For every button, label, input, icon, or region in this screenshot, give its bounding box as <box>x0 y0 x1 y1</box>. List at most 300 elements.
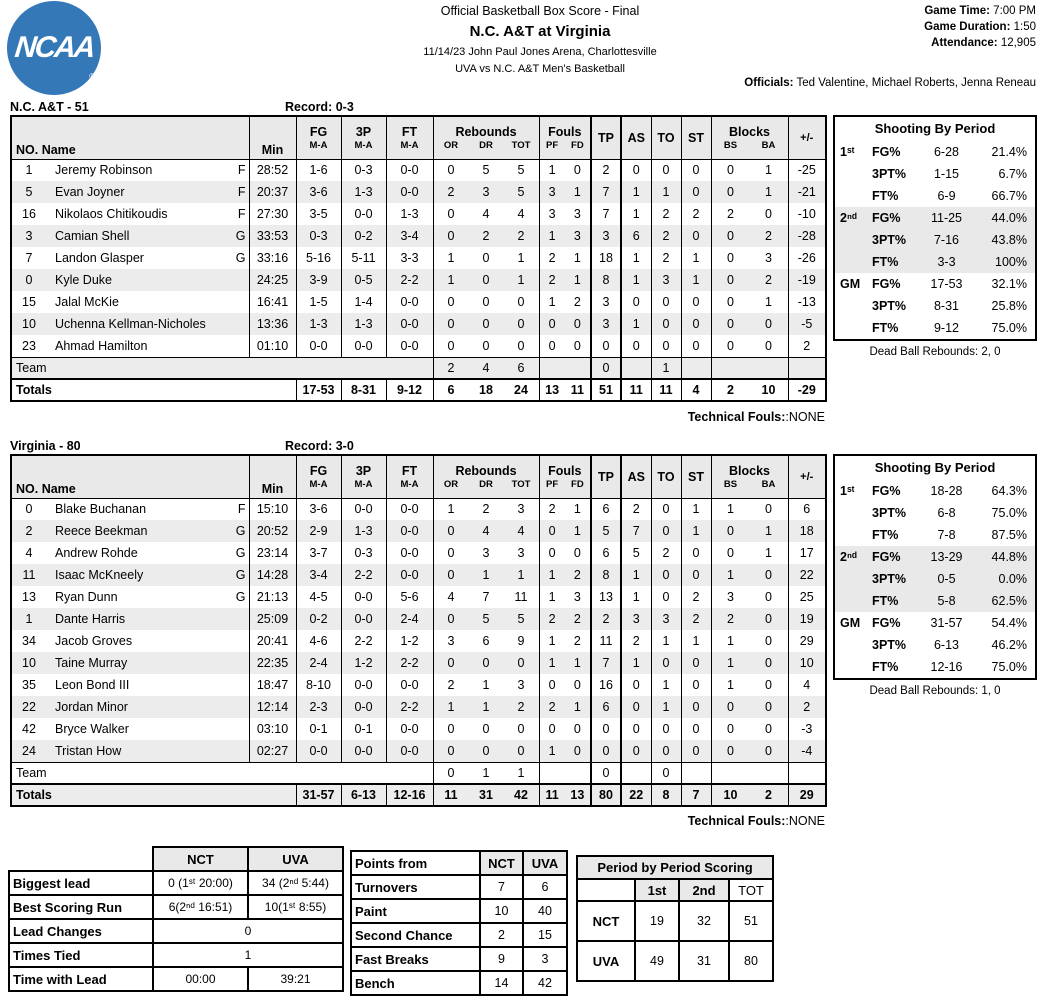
stat-value: 1 <box>517 765 525 780</box>
stat-value: 1 <box>548 295 556 309</box>
period-label <box>840 524 872 546</box>
team-label: Team <box>11 762 433 784</box>
player-number: 10 <box>22 656 36 670</box>
stat-value: 0 <box>573 678 581 692</box>
venue-line: 11/14/23 John Paul Jones Arena, Charlottesville <box>423 46 657 58</box>
shooting-row <box>835 163 1035 185</box>
player-row <box>11 269 826 291</box>
steals-cell: 0 <box>681 740 711 762</box>
assists-cell: 1 <box>621 652 651 674</box>
fouls-cell <box>539 313 591 335</box>
min-cell: 27:30 <box>249 203 296 225</box>
player-row <box>11 225 826 247</box>
made-attempted: 7-8 <box>937 528 956 542</box>
stat-value: 0 <box>517 317 525 331</box>
tp-cell: 3 <box>591 313 621 335</box>
stat-value: 0 <box>727 722 734 736</box>
rebounds-cell <box>433 740 539 762</box>
stat-value: 0 <box>447 546 455 560</box>
stat-value: 2 <box>548 251 556 265</box>
plusminus-cell <box>788 762 826 784</box>
stat-value: 0 <box>447 207 455 221</box>
stat-value: 0 <box>548 722 556 736</box>
fouls-cell <box>539 291 591 313</box>
fg-cell: 1-5 <box>296 291 341 313</box>
stat-value: 1 <box>447 273 455 287</box>
stat-value: 13 <box>570 788 585 802</box>
fg-cell: 3-6 <box>296 498 341 520</box>
player-name: Jeremy Robinson <box>55 163 153 178</box>
player-position: G <box>235 524 246 538</box>
player-name-cell <box>11 586 249 608</box>
player-row <box>11 652 826 674</box>
percentage: 75.0% <box>991 321 1027 335</box>
fouls-cell <box>539 498 591 520</box>
team-title: Virginia - 80 <box>10 439 81 453</box>
stat-value: 0 <box>482 338 490 353</box>
plusminus-cell: 2 <box>788 696 826 718</box>
steals-cell: 7 <box>681 784 711 806</box>
shooting-row <box>835 590 1035 612</box>
min-cell: 33:16 <box>249 247 296 269</box>
technical-fouls-value: :NONE <box>785 410 825 424</box>
player-row <box>11 498 826 520</box>
threep-cell: 1-3 <box>341 181 386 203</box>
assists-cell: 1 <box>621 564 651 586</box>
stat-label: FT% <box>872 255 899 269</box>
player-row <box>11 718 826 740</box>
period-label <box>840 185 872 207</box>
player-name-cell <box>11 225 249 247</box>
stat-label: FG% <box>872 550 901 564</box>
player-number: 34 <box>22 634 36 648</box>
ft-cell: 0-0 <box>386 335 433 357</box>
stat-value: 0 <box>482 251 490 265</box>
stat-value: 0 <box>727 229 734 243</box>
fg-cell: 1-3 <box>296 313 341 335</box>
summary-row <box>9 895 343 919</box>
rebounds-cell <box>433 630 539 652</box>
fg-cell: 31-57 <box>296 784 341 806</box>
stat-value: 2 <box>573 568 581 582</box>
threep-cell: 0-0 <box>341 696 386 718</box>
player-name-cell <box>11 696 249 718</box>
stat-value: 9 <box>517 634 525 648</box>
stat-value: 3 <box>573 229 581 243</box>
stat-value: 2 <box>765 788 772 802</box>
rebounds-cell <box>433 357 539 379</box>
turnovers-cell: 0 <box>651 718 681 740</box>
percentage: 75.0% <box>991 660 1027 674</box>
fouls-cell <box>539 762 591 784</box>
points-nct: 7 <box>480 875 523 899</box>
min-cell: 28:52 <box>249 159 296 181</box>
stat-value: 6 <box>482 634 490 648</box>
threep-cell: 0-0 <box>341 586 386 608</box>
fg-cell: 8-10 <box>296 674 341 696</box>
player-name: Tristan How <box>55 743 122 758</box>
tp-cell: 6 <box>591 542 621 564</box>
col-st: ST <box>681 116 711 159</box>
assists-cell: 0 <box>621 740 651 762</box>
stat-value: 0 <box>727 185 734 199</box>
stat-value: 1 <box>573 251 581 265</box>
fouls-cell <box>539 203 591 225</box>
col-dr: DR <box>479 479 493 490</box>
summary-row <box>9 943 343 967</box>
min-cell: 16:41 <box>249 291 296 313</box>
stat-value: 1 <box>727 502 734 517</box>
stat-value: 1 <box>447 700 455 714</box>
stat-value: 24 <box>514 383 528 397</box>
stat-value: 0 <box>727 546 734 560</box>
assists-cell: 22 <box>621 784 651 806</box>
stat-value: 0 <box>482 722 490 736</box>
stat-value: 5 <box>482 163 490 178</box>
stat-value: 1 <box>517 251 525 265</box>
period-2nd: 32 <box>679 901 729 941</box>
stat-value: 5 <box>517 612 525 626</box>
assists-cell: 1 <box>621 203 651 225</box>
tp-cell: 2 <box>591 608 621 630</box>
player-number: 2 <box>25 524 33 538</box>
col-reb-sub <box>433 479 539 498</box>
period-label <box>840 163 872 185</box>
stat-value: 0 <box>765 634 772 648</box>
plusminus-cell: -29 <box>788 379 826 401</box>
blocks-cell <box>711 498 788 520</box>
totals-row <box>11 784 826 806</box>
player-name: Jacob Groves <box>55 634 133 648</box>
summary-label: Time with Lead <box>9 967 153 991</box>
stat-value: 2 <box>548 502 556 517</box>
col-min: Min <box>249 455 296 498</box>
player-name-cell <box>11 159 249 181</box>
player-name-cell <box>11 542 249 564</box>
report-title: Official Basketball Box Score - Final <box>440 4 640 18</box>
player-name: Dante Harris <box>55 612 126 626</box>
period-label: 1ˢᵗ <box>840 145 855 159</box>
stat-value: 11 <box>545 788 559 802</box>
table-body <box>11 159 826 401</box>
stat-value: 0 <box>573 546 581 560</box>
min-cell: 12:14 <box>249 696 296 718</box>
made-attempted: 3-3 <box>937 255 956 269</box>
stat-value: 0 <box>517 338 525 353</box>
stat-value: 3 <box>548 185 556 199</box>
officials-line <box>744 77 1036 89</box>
stat-value: 13 <box>545 383 560 397</box>
tp-cell: 18 <box>591 247 621 269</box>
stat-value: 1 <box>765 524 772 538</box>
game-time-line <box>924 3 1036 19</box>
shooting-row <box>835 141 1035 163</box>
player-name-cell <box>11 740 249 762</box>
player-name: Andrew Rohde <box>55 546 138 560</box>
fouls-cell <box>539 379 591 401</box>
technical-fouls-uva <box>425 814 825 828</box>
shooting-row <box>835 295 1035 317</box>
made-attempted: 5-8 <box>937 594 956 608</box>
player-name-cell <box>11 564 249 586</box>
stat-label: 3PT% <box>872 506 907 520</box>
rebounds-cell <box>433 674 539 696</box>
player-row <box>11 696 826 718</box>
steals-cell: 0 <box>681 291 711 313</box>
stat-value: 31 <box>479 788 493 802</box>
stat-value: 0 <box>573 722 581 736</box>
percentage: 44.0% <box>991 211 1027 225</box>
fg-cell: 4-5 <box>296 586 341 608</box>
team-heading-nct <box>10 100 825 115</box>
stat-value: 2 <box>573 295 581 309</box>
attendance-line <box>924 35 1036 51</box>
stat-value: 2 <box>765 273 772 287</box>
summary-label: Biggest lead <box>9 871 153 895</box>
shooting-by-period-uva <box>833 454 1037 680</box>
blocks-cell <box>711 291 788 313</box>
ft-cell: 12-16 <box>386 784 433 806</box>
stat-value: 5 <box>517 163 525 178</box>
stat-value: 1 <box>765 163 772 178</box>
shooting-row <box>835 634 1035 656</box>
stat-value: 0 <box>548 317 556 331</box>
blocks-cell <box>711 674 788 696</box>
team-row <box>11 357 826 379</box>
threep-cell: 2-2 <box>341 630 386 652</box>
table-header-row <box>577 879 773 901</box>
shooting-row <box>835 317 1035 339</box>
fouls-cell <box>539 740 591 762</box>
points-from-label: Points from <box>351 851 480 875</box>
points-nct: 14 <box>480 971 523 995</box>
rebounds-cell <box>433 225 539 247</box>
rebounds-cell <box>433 564 539 586</box>
player-number: 35 <box>22 678 36 692</box>
assists-cell: 1 <box>621 247 651 269</box>
player-row <box>11 608 826 630</box>
min-cell: 24:25 <box>249 269 296 291</box>
stat-value: 2 <box>765 229 772 243</box>
tp-cell: 16 <box>591 674 621 696</box>
stat-value: 0 <box>447 743 455 758</box>
box-score-table-uva <box>10 454 827 807</box>
player-number: 0 <box>25 502 33 517</box>
turnovers-cell: 0 <box>651 159 681 181</box>
blocks-cell <box>711 225 788 247</box>
matchup-subtitle: UVA vs N.C. A&T Men's Basketball <box>455 63 625 75</box>
fouls-cell <box>539 542 591 564</box>
period-label <box>840 590 872 612</box>
fouls-cell <box>539 357 591 379</box>
percentage: 43.8% <box>991 233 1027 247</box>
player-name: Bryce Walker <box>55 722 129 736</box>
rebounds-cell <box>433 718 539 740</box>
tp-cell: 0 <box>591 762 621 784</box>
turnovers-cell: 0 <box>651 520 681 542</box>
period-label <box>840 502 872 524</box>
blocks-cell <box>711 542 788 564</box>
percentage: 6.7% <box>998 167 1027 181</box>
ft-cell: 3-3 <box>386 247 433 269</box>
shooting-row <box>835 656 1035 678</box>
player-name-cell <box>11 247 249 269</box>
threep-cell: 0-1 <box>341 718 386 740</box>
rebounds-cell <box>433 696 539 718</box>
rebounds-cell <box>433 542 539 564</box>
shooting-title: Shooting By Period <box>874 460 996 475</box>
percentage: 0.0% <box>998 572 1027 586</box>
tp-cell: 80 <box>591 784 621 806</box>
stat-value: 0 <box>765 722 772 736</box>
tp-cell: 11 <box>591 630 621 652</box>
blocks-cell <box>711 203 788 225</box>
col-fg: FG <box>296 455 341 479</box>
steals-cell: 1 <box>681 520 711 542</box>
fg-cell: 2-3 <box>296 696 341 718</box>
threep-cell: 0-0 <box>341 203 386 225</box>
threep-cell: 1-3 <box>341 313 386 335</box>
player-number: 1 <box>25 163 33 178</box>
points-row <box>351 899 567 923</box>
game-duration-line <box>924 19 1036 35</box>
ncaa-logo-text: NCAA <box>12 31 96 64</box>
col-fd: FD <box>571 479 584 490</box>
turnovers-cell: 1 <box>651 357 681 379</box>
player-name: Nikolaos Chitikoudis <box>55 207 168 221</box>
player-name-cell <box>11 608 249 630</box>
stat-value: 1 <box>517 568 525 582</box>
blocks-cell <box>711 608 788 630</box>
threep-cell: 0-5 <box>341 269 386 291</box>
turnovers-cell: 1 <box>651 630 681 652</box>
stat-value: 0 <box>482 273 490 287</box>
player-name-cell <box>11 291 249 313</box>
stat-value: 1 <box>548 590 556 604</box>
player-row <box>11 520 826 542</box>
player-number: 11 <box>22 568 36 582</box>
player-number: 22 <box>22 700 36 714</box>
turnovers-cell: 1 <box>651 181 681 203</box>
technical-fouls-label: Technical Fouls: <box>687 814 786 828</box>
plusminus-cell: -4 <box>788 740 826 762</box>
player-position: G <box>235 546 246 560</box>
player-number: 13 <box>22 590 36 604</box>
plusminus-cell: -5 <box>788 313 826 335</box>
player-name-cell <box>11 313 249 335</box>
player-position: F <box>237 207 246 221</box>
stat-value: 0 <box>765 700 772 714</box>
stat-label: FG% <box>872 211 901 225</box>
assists-cell: 0 <box>621 335 651 357</box>
percentage: 100% <box>995 255 1027 269</box>
player-row <box>11 203 826 225</box>
stat-value: 7 <box>482 590 490 604</box>
stat-value: 4 <box>517 207 525 221</box>
made-attempted: 0-5 <box>937 572 956 586</box>
points-label: Paint <box>351 899 480 923</box>
stat-value: 0 <box>482 743 490 758</box>
fouls-cell <box>539 696 591 718</box>
stat-value: 10 <box>761 383 776 397</box>
stat-value: 2 <box>727 207 734 221</box>
fg-cell: 3-6 <box>296 181 341 203</box>
stat-value: 0 <box>447 295 455 309</box>
officials-label: Officials: <box>744 77 794 89</box>
col-ba: BA <box>761 140 776 151</box>
stat-value: 3 <box>482 185 490 199</box>
stat-value: 0 <box>447 317 455 331</box>
col-as: AS <box>621 455 651 498</box>
turnovers-cell: 11 <box>651 379 681 401</box>
player-number: 7 <box>25 251 33 265</box>
stat-value: 4 <box>517 524 525 538</box>
rebounds-cell <box>433 379 539 401</box>
stat-value: 1 <box>573 185 581 199</box>
stat-value: 0 <box>517 656 525 670</box>
made-attempted: 1-15 <box>933 167 960 181</box>
min-cell: 33:53 <box>249 225 296 247</box>
turnovers-cell: 3 <box>651 269 681 291</box>
tp-cell: 8 <box>591 564 621 586</box>
stat-value: 2 <box>517 229 525 243</box>
stat-value: 0 <box>447 612 455 626</box>
player-row <box>11 247 826 269</box>
table-header <box>11 116 826 159</box>
col-3p: 3P <box>341 116 386 140</box>
assists-cell <box>621 357 651 379</box>
period-label: GM <box>840 616 861 630</box>
col-blocks-sub <box>711 479 788 498</box>
col-as: AS <box>621 116 651 159</box>
technical-fouls-value: :NONE <box>785 814 825 828</box>
percentage: 21.4% <box>991 145 1027 159</box>
steals-cell: 0 <box>681 674 711 696</box>
points-uva: 40 <box>523 899 567 923</box>
stat-value: 0 <box>573 338 581 353</box>
steals-cell: 0 <box>681 225 711 247</box>
stat-value: 11 <box>514 590 528 604</box>
player-number: 3 <box>25 229 33 243</box>
fg-cell: 3-7 <box>296 542 341 564</box>
stat-value: 0 <box>482 295 490 309</box>
points-uva: 42 <box>523 971 567 995</box>
stat-value: 0 <box>727 295 734 309</box>
steals-cell: 0 <box>681 181 711 203</box>
stat-value: 1 <box>727 656 734 670</box>
shooting-row <box>835 229 1035 251</box>
game-duration-value: 1:50 <box>1013 21 1036 33</box>
assists-cell: 6 <box>621 225 651 247</box>
steals-cell: 2 <box>681 608 711 630</box>
ft-cell: 0-0 <box>386 181 433 203</box>
stat-value: 0 <box>727 338 734 353</box>
threep-cell: 1-3 <box>341 520 386 542</box>
ft-cell: 0-0 <box>386 564 433 586</box>
fg-cell: 2-4 <box>296 652 341 674</box>
turnovers-cell: 2 <box>651 225 681 247</box>
blocks-cell <box>711 652 788 674</box>
col-blocks-sub <box>711 140 788 159</box>
fouls-cell <box>539 335 591 357</box>
ft-cell: 0-0 <box>386 291 433 313</box>
stat-value: 3 <box>517 546 525 560</box>
col-bs: BS <box>723 140 738 151</box>
player-position: G <box>235 229 246 243</box>
stat-value: 42 <box>514 788 528 802</box>
rebounds-cell <box>433 335 539 357</box>
rebounds-cell <box>433 159 539 181</box>
